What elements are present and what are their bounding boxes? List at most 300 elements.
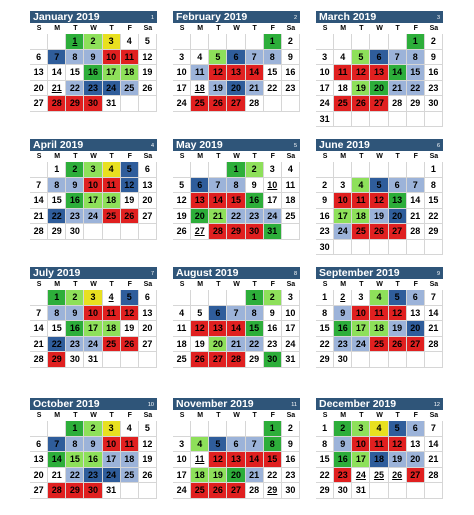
day-cell: 9 <box>66 306 83 321</box>
day-cell: 29 <box>227 224 244 239</box>
empty-day-cell <box>121 96 138 111</box>
day-cell: 17 <box>282 321 299 336</box>
day-cell: 29 <box>66 483 83 498</box>
day-cell: 13 <box>407 306 424 321</box>
weekday-header-row <box>30 280 157 290</box>
day-cell: 13 <box>389 193 406 208</box>
day-cell: 10 <box>84 306 101 321</box>
day-cell: 19 <box>370 209 387 224</box>
empty-day-cell <box>425 483 442 498</box>
day-cell: 31 <box>352 483 369 498</box>
day-cell: 12 <box>352 65 369 80</box>
day-cell: 9 <box>264 306 281 321</box>
day-cell: 20 <box>407 452 424 467</box>
empty-day-cell <box>191 421 208 436</box>
day-cell: 16 <box>425 65 442 80</box>
day-cell: 27 <box>30 96 47 111</box>
day-cell: 2 <box>66 162 83 177</box>
weekday-label: M <box>340 25 347 32</box>
day-cell: 16 <box>66 321 83 336</box>
day-cell: 20 <box>191 209 208 224</box>
day-cell: 14 <box>246 65 263 80</box>
day-cell: 14 <box>48 452 65 467</box>
day-cell: 23 <box>66 209 83 224</box>
weekday-label: M <box>54 153 61 160</box>
day-cell: 16 <box>264 321 281 336</box>
day-cell: 9 <box>84 437 101 452</box>
day-cell: 8 <box>264 50 281 65</box>
month-may <box>173 139 300 240</box>
empty-day-cell <box>121 224 138 239</box>
day-cell: 14 <box>227 321 244 336</box>
weekday-label: M <box>340 412 347 419</box>
month-header <box>30 398 157 410</box>
day-cell: 21 <box>227 337 244 352</box>
day-cell: 27 <box>407 468 424 483</box>
weekday-label: W <box>233 412 240 419</box>
day-cell: 9 <box>246 178 263 193</box>
weekday-label: T <box>109 25 114 32</box>
empty-day-cell <box>334 112 351 127</box>
day-cell: 10 <box>173 65 190 80</box>
weekday-label: F <box>270 25 275 32</box>
day-cell: 2 <box>66 290 83 305</box>
weekday-header-row <box>316 411 443 421</box>
day-cell: 17 <box>352 321 369 336</box>
day-cell: 19 <box>121 321 138 336</box>
day-cell: 29 <box>48 352 65 367</box>
day-cell: 27 <box>407 337 424 352</box>
weekday-label: W <box>90 25 97 32</box>
day-cell: 7 <box>48 50 65 65</box>
weekday-label: M <box>54 281 61 288</box>
day-cell: 20 <box>407 321 424 336</box>
day-cell: 12 <box>191 321 208 336</box>
day-cell: 2 <box>282 421 299 436</box>
day-cell: 8 <box>316 437 333 452</box>
empty-day-cell <box>407 162 424 177</box>
day-cell: 10 <box>334 193 351 208</box>
day-cell: 30 <box>84 96 101 111</box>
weekday-label: W <box>90 153 97 160</box>
weekday-label: Sa <box>429 412 439 419</box>
day-cell: 7 <box>209 178 226 193</box>
day-cell: 23 <box>246 209 263 224</box>
weekday-label: S <box>322 281 328 288</box>
day-cell: 15 <box>66 65 83 80</box>
day-cell: 3 <box>352 421 369 436</box>
day-cell: 22 <box>264 468 281 483</box>
weekday-header-row <box>173 280 300 290</box>
day-cell: 11 <box>282 178 299 193</box>
weekday-label: T <box>395 412 400 419</box>
day-cell: 18 <box>191 81 208 96</box>
weekday-label: M <box>197 153 204 160</box>
empty-day-cell <box>84 224 101 239</box>
weekday-label: T <box>109 412 114 419</box>
weekday-label: Sa <box>286 153 296 160</box>
day-cell: 14 <box>407 193 424 208</box>
day-cell: 13 <box>139 306 156 321</box>
weekday-label: S <box>322 153 328 160</box>
day-cell: 22 <box>425 209 442 224</box>
day-grid <box>173 421 300 499</box>
day-cell: 16 <box>84 65 101 80</box>
day-cell: 16 <box>282 65 299 80</box>
empty-day-cell <box>370 162 387 177</box>
day-cell: 6 <box>30 437 47 452</box>
day-cell: 7 <box>407 178 424 193</box>
day-cell: 9 <box>316 193 333 208</box>
weekday-label: Sa <box>286 281 296 288</box>
weekday-label: T <box>73 153 78 160</box>
day-cell: 25 <box>191 96 208 111</box>
day-cell: 23 <box>334 337 351 352</box>
day-cell: 10 <box>84 178 101 193</box>
day-cell: 20 <box>30 468 47 483</box>
day-cell: 4 <box>191 437 208 452</box>
day-cell: 27 <box>139 337 156 352</box>
day-cell: 31 <box>316 112 333 127</box>
day-cell: 2 <box>334 290 351 305</box>
day-cell: 4 <box>334 50 351 65</box>
empty-day-cell <box>139 224 156 239</box>
day-cell: 27 <box>227 96 244 111</box>
empty-day-cell <box>227 34 244 49</box>
day-cell: 4 <box>352 178 369 193</box>
empty-day-cell <box>227 421 244 436</box>
month-title: August 2019 <box>176 267 239 279</box>
empty-day-cell <box>352 352 369 367</box>
day-grid <box>316 290 443 368</box>
day-cell: 29 <box>66 96 83 111</box>
month-october <box>30 398 157 499</box>
day-cell: 18 <box>173 337 190 352</box>
month-number: 8 <box>293 271 297 277</box>
day-cell: 1 <box>246 290 263 305</box>
day-cell: 20 <box>389 209 406 224</box>
day-cell: 17 <box>352 452 369 467</box>
day-cell: 17 <box>334 209 351 224</box>
day-cell: 14 <box>389 65 406 80</box>
empty-day-cell <box>30 162 47 177</box>
day-cell: 19 <box>173 209 190 224</box>
month-march <box>316 11 443 127</box>
day-cell: 12 <box>139 437 156 452</box>
day-cell: 30 <box>334 352 351 367</box>
empty-day-cell <box>121 483 138 498</box>
weekday-label: W <box>376 153 383 160</box>
day-cell: 21 <box>48 81 65 96</box>
empty-day-cell <box>407 240 424 255</box>
day-cell: 7 <box>246 437 263 452</box>
day-cell: 28 <box>407 224 424 239</box>
empty-day-cell <box>389 162 406 177</box>
empty-day-cell <box>425 112 442 127</box>
day-cell: 27 <box>227 483 244 498</box>
weekday-label: F <box>413 412 418 419</box>
day-cell: 2 <box>84 34 101 49</box>
empty-day-cell <box>173 34 190 49</box>
day-cell: 21 <box>246 468 263 483</box>
day-cell: 21 <box>389 81 406 96</box>
weekday-label: T <box>359 281 364 288</box>
month-title: September 2019 <box>319 267 400 279</box>
day-cell: 27 <box>139 209 156 224</box>
day-cell: 3 <box>334 178 351 193</box>
day-cell: 13 <box>227 65 244 80</box>
empty-day-cell <box>389 483 406 498</box>
empty-day-cell <box>48 34 65 49</box>
weekday-header-row <box>316 280 443 290</box>
month-title: May 2019 <box>176 139 223 151</box>
day-cell: 2 <box>425 34 442 49</box>
day-cell: 22 <box>407 81 424 96</box>
day-cell: 26 <box>209 96 226 111</box>
day-cell: 12 <box>121 306 138 321</box>
weekday-header-row <box>30 411 157 421</box>
day-cell: 26 <box>370 224 387 239</box>
day-cell: 3 <box>103 34 120 49</box>
day-cell: 26 <box>389 468 406 483</box>
day-cell: 15 <box>407 65 424 80</box>
day-cell: 25 <box>352 224 369 239</box>
month-title: June 2019 <box>319 139 370 151</box>
day-cell: 5 <box>121 162 138 177</box>
month-header <box>316 139 443 151</box>
day-cell: 11 <box>173 321 190 336</box>
day-cell: 10 <box>264 178 281 193</box>
day-cell: 8 <box>48 178 65 193</box>
month-header <box>30 267 157 279</box>
month-header <box>173 267 300 279</box>
day-cell: 5 <box>352 50 369 65</box>
day-cell: 25 <box>370 468 387 483</box>
weekday-header-row <box>316 24 443 34</box>
empty-day-cell <box>246 34 263 49</box>
day-cell: 25 <box>121 468 138 483</box>
empty-day-cell <box>173 290 190 305</box>
day-cell: 22 <box>316 468 333 483</box>
day-cell: 22 <box>316 337 333 352</box>
empty-day-cell <box>407 483 424 498</box>
empty-day-cell <box>191 290 208 305</box>
day-cell: 21 <box>246 81 263 96</box>
day-cell: 6 <box>227 437 244 452</box>
empty-day-cell <box>389 34 406 49</box>
empty-day-cell <box>334 240 351 255</box>
day-cell: 11 <box>103 306 120 321</box>
weekday-label: W <box>233 153 240 160</box>
month-number: 6 <box>436 143 440 149</box>
weekday-label: S <box>179 412 185 419</box>
day-cell: 6 <box>407 290 424 305</box>
day-cell: 5 <box>209 50 226 65</box>
day-grid <box>316 421 443 499</box>
month-header <box>316 267 443 279</box>
weekday-header-row <box>30 24 157 34</box>
month-title: March 2019 <box>319 11 377 23</box>
day-cell: 13 <box>407 437 424 452</box>
weekday-label: Sa <box>286 412 296 419</box>
day-grid <box>30 34 157 112</box>
day-cell: 23 <box>264 337 281 352</box>
day-cell: 10 <box>352 306 369 321</box>
day-cell: 30 <box>425 96 442 111</box>
day-cell: 4 <box>191 50 208 65</box>
empty-day-cell <box>173 421 190 436</box>
day-cell: 16 <box>66 193 83 208</box>
weekday-label: S <box>36 153 42 160</box>
empty-day-cell <box>370 112 387 127</box>
empty-day-cell <box>191 162 208 177</box>
day-cell: 31 <box>103 96 120 111</box>
day-cell: 4 <box>121 34 138 49</box>
day-cell: 8 <box>246 306 263 321</box>
day-cell: 8 <box>48 306 65 321</box>
day-cell: 14 <box>246 452 263 467</box>
weekday-label: W <box>376 281 383 288</box>
weekday-header-row <box>173 411 300 421</box>
day-cell: 16 <box>316 209 333 224</box>
day-cell: 22 <box>264 81 281 96</box>
day-cell: 31 <box>282 352 299 367</box>
day-cell: 11 <box>352 193 369 208</box>
day-cell: 3 <box>84 290 101 305</box>
day-cell: 9 <box>66 178 83 193</box>
day-cell: 13 <box>191 193 208 208</box>
day-cell: 5 <box>209 437 226 452</box>
day-cell: 24 <box>103 468 120 483</box>
month-august <box>173 267 300 368</box>
day-cell: 25 <box>173 352 190 367</box>
day-cell: 19 <box>389 452 406 467</box>
weekday-label: T <box>359 25 364 32</box>
weekday-label: Sa <box>143 25 153 32</box>
day-cell: 28 <box>227 352 244 367</box>
day-grid <box>316 162 443 255</box>
day-cell: 3 <box>264 162 281 177</box>
empty-day-cell <box>352 162 369 177</box>
weekday-label: F <box>270 412 275 419</box>
day-cell: 6 <box>370 50 387 65</box>
day-cell: 5 <box>139 421 156 436</box>
day-cell: 11 <box>103 178 120 193</box>
day-cell: 17 <box>264 193 281 208</box>
day-cell: 21 <box>209 209 226 224</box>
day-cell: 11 <box>334 65 351 80</box>
weekday-label: F <box>127 281 132 288</box>
month-header <box>173 11 300 23</box>
empty-day-cell <box>209 421 226 436</box>
day-cell: 4 <box>282 162 299 177</box>
weekday-label: M <box>197 281 204 288</box>
day-cell: 24 <box>84 337 101 352</box>
day-cell: 9 <box>282 437 299 452</box>
day-cell: 20 <box>209 337 226 352</box>
day-cell: 18 <box>334 81 351 96</box>
day-cell: 11 <box>370 306 387 321</box>
day-cell: 30 <box>334 483 351 498</box>
day-cell: 7 <box>246 50 263 65</box>
day-cell: 23 <box>334 468 351 483</box>
weekday-label: W <box>90 281 97 288</box>
day-cell: 31 <box>103 483 120 498</box>
day-cell: 15 <box>246 321 263 336</box>
day-grid <box>173 34 300 112</box>
day-cell: 18 <box>370 321 387 336</box>
day-cell: 11 <box>191 452 208 467</box>
day-cell: 30 <box>66 224 83 239</box>
month-number: 7 <box>150 271 154 277</box>
empty-day-cell <box>389 240 406 255</box>
day-cell: 14 <box>209 193 226 208</box>
day-cell: 8 <box>407 50 424 65</box>
day-cell: 13 <box>30 65 47 80</box>
day-cell: 5 <box>191 306 208 321</box>
day-cell: 16 <box>334 321 351 336</box>
day-grid <box>30 162 157 240</box>
day-cell: 12 <box>139 50 156 65</box>
day-cell: 20 <box>370 81 387 96</box>
weekday-label: Sa <box>143 412 153 419</box>
day-cell: 15 <box>316 321 333 336</box>
day-cell: 5 <box>173 178 190 193</box>
day-cell: 24 <box>316 96 333 111</box>
day-cell: 5 <box>139 34 156 49</box>
weekday-label: M <box>340 281 347 288</box>
day-cell: 12 <box>389 437 406 452</box>
day-cell: 21 <box>425 321 442 336</box>
day-cell: 4 <box>103 290 120 305</box>
month-header <box>173 139 300 151</box>
day-cell: 6 <box>30 50 47 65</box>
day-cell: 30 <box>66 352 83 367</box>
month-title: October 2019 <box>33 398 100 410</box>
day-cell: 6 <box>191 178 208 193</box>
empty-day-cell <box>407 352 424 367</box>
day-cell: 14 <box>425 437 442 452</box>
day-cell: 26 <box>389 337 406 352</box>
empty-day-cell <box>209 162 226 177</box>
day-cell: 17 <box>84 321 101 336</box>
day-cell: 27 <box>191 224 208 239</box>
month-april <box>30 139 157 240</box>
day-cell: 20 <box>139 193 156 208</box>
day-cell: 19 <box>121 193 138 208</box>
day-cell: 29 <box>316 352 333 367</box>
month-july <box>30 267 157 368</box>
day-cell: 10 <box>103 50 120 65</box>
day-cell: 11 <box>191 65 208 80</box>
day-cell: 18 <box>103 193 120 208</box>
day-cell: 12 <box>370 193 387 208</box>
day-cell: 2 <box>334 421 351 436</box>
day-cell: 20 <box>227 81 244 96</box>
day-cell: 3 <box>316 50 333 65</box>
day-cell: 1 <box>407 34 424 49</box>
weekday-label: T <box>216 281 221 288</box>
weekday-label: W <box>376 412 383 419</box>
day-cell: 19 <box>191 337 208 352</box>
day-cell: 24 <box>352 468 369 483</box>
day-cell: 11 <box>121 437 138 452</box>
day-cell: 8 <box>316 306 333 321</box>
empty-day-cell <box>389 352 406 367</box>
day-cell: 29 <box>407 96 424 111</box>
day-cell: 14 <box>48 65 65 80</box>
empty-day-cell <box>30 34 47 49</box>
